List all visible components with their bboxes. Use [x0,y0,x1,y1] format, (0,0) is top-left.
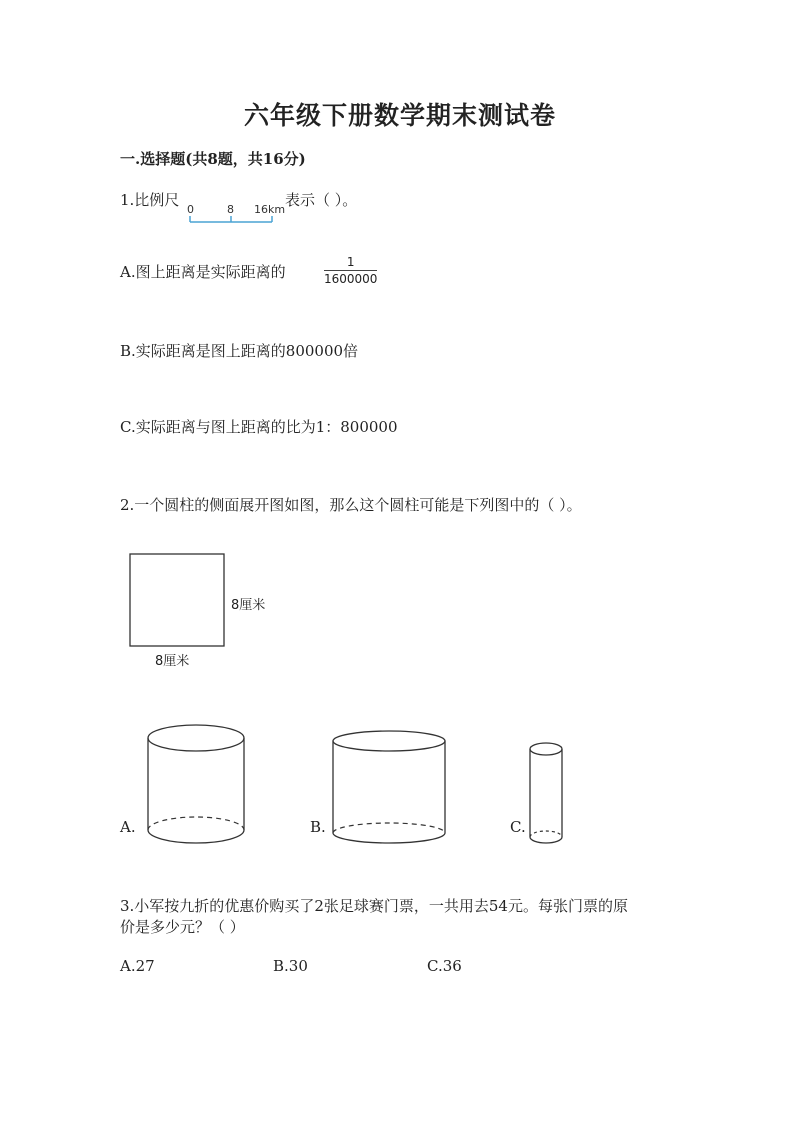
square-bottom-label: 8厘米 [155,654,190,669]
q1-prefix: 1.比例尺 [120,191,180,209]
cylinder-top [530,743,562,755]
q2-option-a-label: A. [120,818,136,836]
q3-option-a: A.27 [120,957,155,975]
cylinder-top [148,725,244,751]
fraction-denominator: 1600000 [324,272,378,286]
q3-text-line2: 价是多少元？（ ） [120,918,245,936]
q2-option-c-label: C. [510,818,526,836]
cylinder-bottom-front [148,830,244,843]
scale-tick-label: 0 [187,203,194,216]
cylinder-b-figure [330,728,448,852]
cylinder-a-figure [145,722,249,848]
square-side-label: 8厘米 [231,598,266,613]
square-shape [130,554,224,646]
cylinder-bottom-back [530,831,562,837]
q2-text: 2.一个圆柱的侧面展开图如图，那么这个圆柱可能是下列图中的（ ）。 [120,496,582,514]
cylinder-bottom-back [333,823,445,833]
cylinder-c-figure [527,738,567,850]
page-title: 六年级下册数学期末测试卷 [243,101,556,130]
q3-option-c: C.36 [427,957,462,975]
q1-option-a: A.图上距离是实际距离的 [120,263,286,281]
fraction-bar [324,270,377,271]
unfolded-square-figure [120,545,290,675]
section-heading: 一.选择题(共8题，共16分) [120,150,306,168]
cylinder-top [333,731,445,751]
q1-option-c: C.实际距离与图上距离的比为1：800000 [120,418,398,436]
q2-option-b-label: B. [310,818,326,836]
cylinder-bottom-front [333,833,445,843]
q1-suffix: 表示（ ）。 [285,191,358,209]
q1-option-a-fraction [324,255,377,286]
cylinder-bottom-back [148,817,244,830]
fraction-numerator: 1 [346,255,355,269]
scale-tick-label: 16km [254,203,286,216]
cylinder-bottom-front [530,837,562,843]
q1-option-b: B.实际距离是图上距离的800000倍 [120,342,359,360]
scale-bar-figure [186,200,286,228]
q3-text-line1: 3.小军按九折的优惠价购买了2张足球赛门票，一共用去54元。每张门票的原 [120,897,628,915]
scale-tick-label: 8 [227,203,234,216]
q3-option-b: B.30 [273,957,308,975]
